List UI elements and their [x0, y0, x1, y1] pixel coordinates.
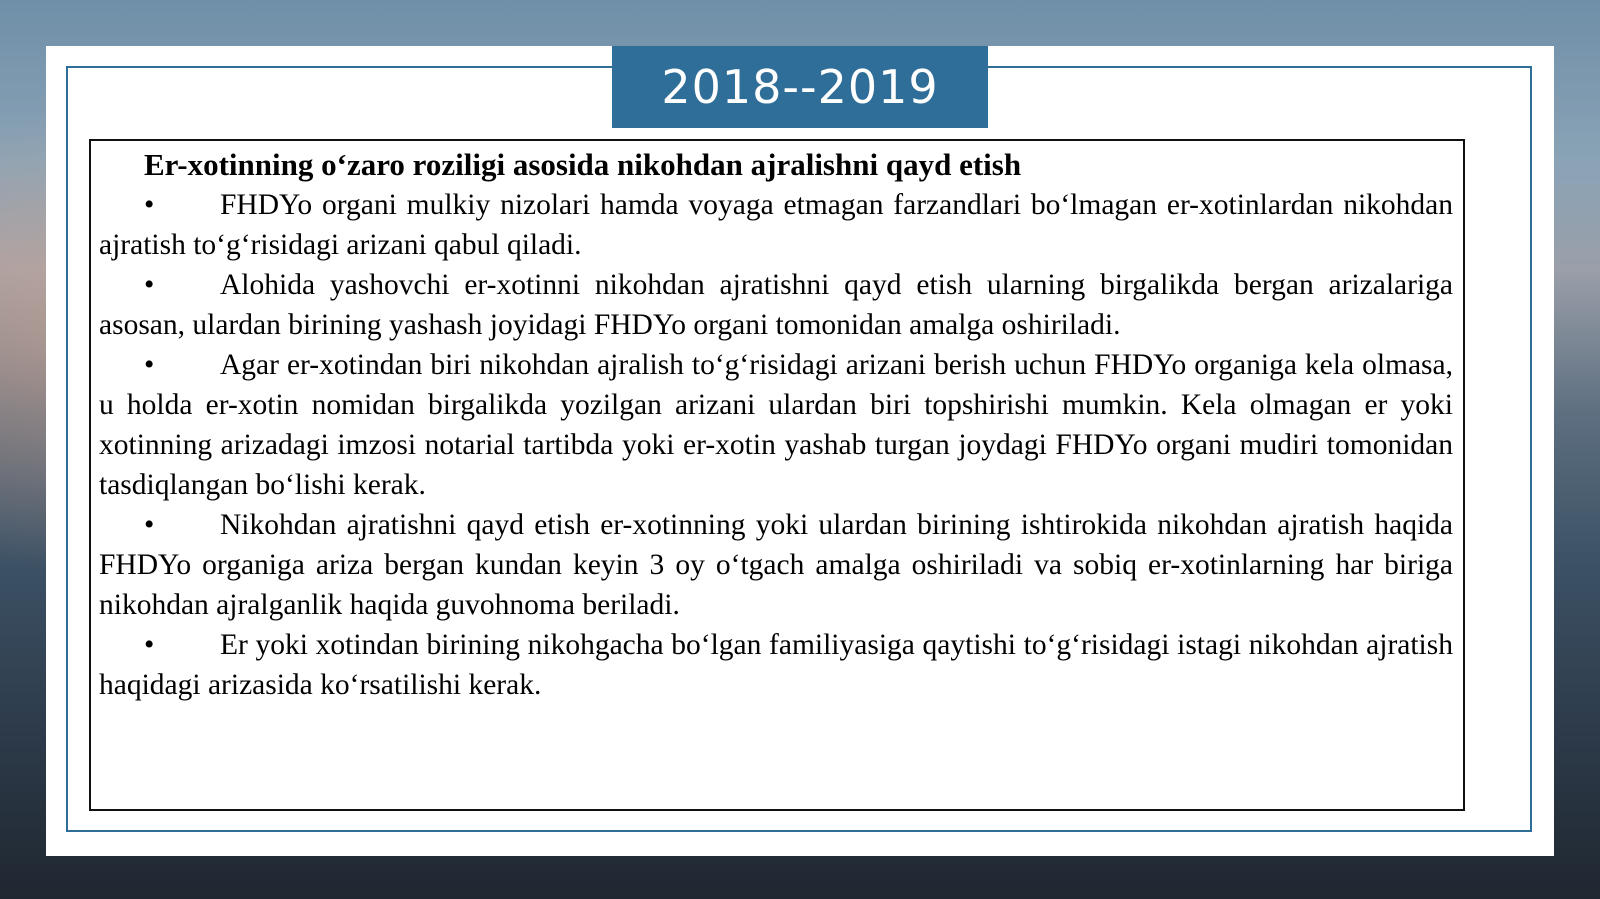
content-box — [89, 139, 1465, 811]
bullet-icon: • — [144, 189, 155, 221]
bullet-paragraph-5 — [99, 625, 1453, 705]
bullet-paragraph-4 — [99, 505, 1453, 625]
paragraph-text: Nikohdan ajratishni qayd etish er-xotinning yoki ulardan birining ishtirokida nikohdan ajratish haqida FHDYo organiga ariza bergan kundan keyin 3 oy o‘tgach amalga oshiriladi va sobiq er-xotinlarning har biriga nikohdan ajralganlik haqida guvohnoma beriladi. — [99, 509, 1453, 621]
paragraph-text: FHDYo organi mulkiy nizolari hamda voyaga etmagan farzandlari bo‘lmagan er-xotinlardan nikohdan ajratish to‘g‘risidagi arizani qabul qiladi. — [99, 189, 1453, 261]
slide-card — [46, 46, 1554, 856]
paragraph-text: Alohida yashovchi er-xotinni nikohdan ajratishni qayd etish ularning birgalikda bergan arizalariga asosan, ulardan birining yashash joyidagi FHDYo organi tomonidan amalga oshiriladi. — [99, 269, 1453, 341]
bullet-icon: • — [144, 349, 155, 381]
title-tab — [612, 46, 988, 128]
paragraph-text: Agar er-xotindan biri nikohdan ajralish to‘g‘risidagi arizani berish uchun FHDYo organiga kela olmasa, u holda er-xotin nomidan birgalikda yozilgan arizani ulardan biri topshirishi mumkin. Kela olmagan er yoki xotinning arizadagi imzosi notarial tartibda yoki er-xotin yashab turgan joydagi FHDYo organi mudiri tomonidan tasdiqlangan bo‘lishi kerak. — [99, 349, 1453, 501]
bullet-paragraph-3 — [99, 345, 1453, 505]
bullet-icon: • — [144, 509, 155, 541]
section-heading: Er-xotinning o‘zaro roziligi asosida nikohdan ajralishni qayd etish — [144, 147, 1022, 182]
slide-title: 2018--2019 — [661, 60, 939, 114]
bullet-paragraph-2 — [99, 265, 1453, 345]
paragraph-text: Er yoki xotindan birining nikohgacha bo‘lgan familiyasiga qaytishi to‘g‘risidagi istagi nikohdan ajratish haqidagi arizasida ko‘rsatilishi kerak. — [99, 629, 1453, 701]
bullet-icon: • — [144, 269, 155, 301]
bullet-paragraph-1 — [99, 185, 1453, 265]
bullet-icon: • — [144, 629, 155, 661]
